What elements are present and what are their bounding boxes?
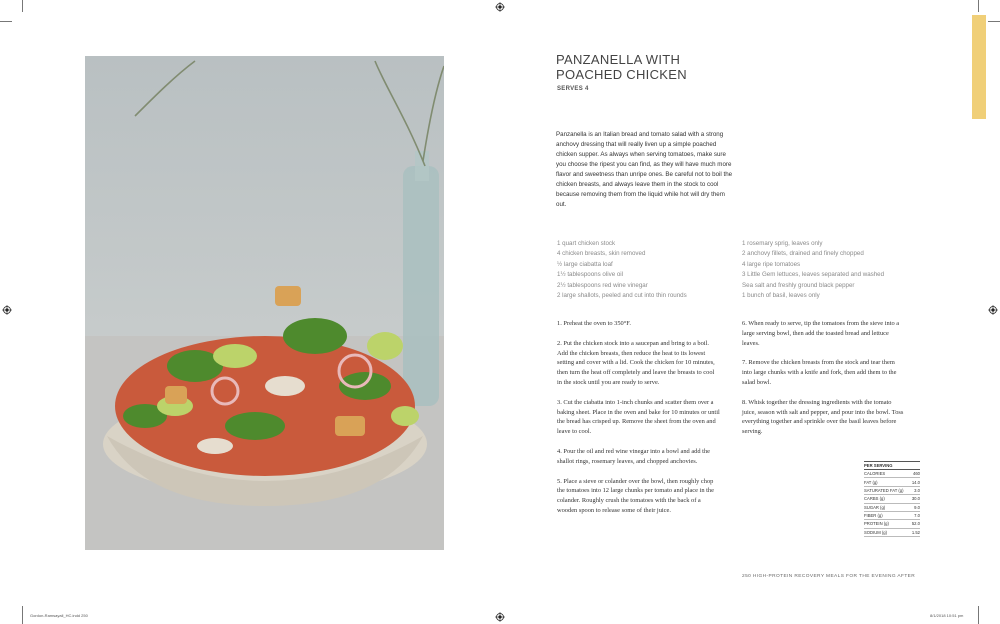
nutrition-value: 14.0 [911,479,920,485]
section-tab [972,15,986,119]
nutrition-value: 7.0 [910,511,920,519]
method-step: 3. Cut the ciabatta into 1-inch chunks and scatter them over a baking sheet. Place in the oven and bake for 10 minutes or until the bread has crisped up. Remove the sheet from the oven and leave to cool. [557,398,720,436]
ingredient-item: 4 chicken breasts, skin removed [557,250,646,258]
recipe-intro: Panzanella is an Italian bread and tomato salad with a strong anchovy dressing that will really liven up a simple poached chicken supper. As always when serving tomatoes, make sure you choose the ripest you can find, as they will have much more flavor and sweetness than unripe ones. Be careful not to boil the chicken breasts, and always leave them in the stock to cool because removing them from the liquid while hot will dry them out. [556,131,733,208]
slug-file: Gordon-Ramsayall_HC.indd 250 [30,613,88,618]
ingredients-list-right [742,239,884,301]
nutrition-value: 52.0 [911,521,920,527]
ingredient-item: 1½ tablespoons olive oil [557,271,624,279]
nutrition-row [864,486,920,494]
ingredients-list-left [557,239,687,301]
slug-date: 8/1/2018 10:51 pm [930,613,964,618]
nutrition-label: SODIUM (g) [864,528,910,536]
method-steps-left [557,319,720,526]
ingredient-item: 2 large shallots, peeled and cut into thin rounds [557,292,687,300]
ingredient-item: 3 Little Gem lettuces, leaves separated and washed [742,271,885,279]
nutrition-label: CARBS (g) [864,495,910,503]
registration-mark-icon [495,612,505,622]
ingredient-item: 2 anchovy fillets, drained and finely chopped [742,250,864,258]
crop-mark [988,21,1000,22]
nutrition-label: FAT (g) [864,478,910,486]
ingredient-item: ½ large ciabatta loaf [557,260,613,268]
page-footer: 250 HIGH-PROTEIN RECOVERY MEALS FOR THE EVENING AFTER [742,574,916,579]
nutrition-value: 9.0 [910,503,920,511]
nutrition-label: FIBER (g) [864,511,910,519]
ingredient-item: 1 quart chicken stock [557,240,616,247]
nutrition-label: SATURATED FAT (g) [864,486,910,494]
ingredient-item: 1 bunch of basil, leaves only [742,292,820,300]
method-steps-right [742,319,905,447]
ingredient-item: Sea salt and freshly ground black pepper [742,281,855,289]
registration-mark-icon [2,305,12,315]
nutrition-header: PER SERVING [864,462,920,470]
nutrition-label: PROTEIN (g) [864,520,910,528]
recipe-title [556,52,687,82]
method-step: 7. Remove the chicken breasts from the stock and tear them into large chunks with a knife and fork, then add them to the salad bowl. [742,359,897,386]
method-step: 2. Put the chicken stock into a saucepan and bring to a boil. Add the chicken breasts, then reduce the heat to its lowest setting and cover with a lid. Cook the chicken for 10 minutes, then turn the heat off completely and leave the breasts to cool in the stock until you are ready to serve. [557,339,715,386]
serves: SERVES 4 [557,86,589,92]
crop-mark [0,21,12,22]
crop-mark [22,0,23,12]
nutrition-value: 460 [910,470,920,478]
title-line-2: POACHED CHICKEN [556,67,687,82]
nutrition-row [864,495,920,503]
nutrition-value: 1.52 [911,529,920,535]
method-step: 4. Pour the oil and red wine vinegar into a bowl and add the shallot rings, rosemary leaves, and chopped anchovies. [557,447,710,465]
title-line-1: PANZANELLA WITH [556,52,681,67]
registration-mark-icon [988,305,998,315]
nutrition-row [864,503,920,511]
nutrition-table [864,461,920,537]
nutrition-row [864,528,920,536]
nutrition-row [864,511,920,519]
nutrition-label: CALORIES [864,470,910,478]
nutrition-value: 3.0 [910,486,920,494]
ingredient-item: 4 large ripe tomatoes [742,260,801,268]
method-step: 6. When ready to serve, tip the tomatoes from the sieve into a large serving bowl, then add the toasted bread and lettuce leaves. [742,320,900,347]
nutrition-value: 30.0 [911,496,920,502]
crop-mark [978,0,979,12]
crop-mark [22,606,23,624]
nutrition-label: SUGAR (g) [864,503,910,511]
crop-mark [978,606,979,624]
ingredient-item: 2½ tablespoons red wine vinegar [557,281,648,289]
nutrition-row [864,478,920,486]
registration-mark-icon [495,2,505,12]
nutrition-row [864,470,920,478]
salad-illustration [85,56,444,550]
salad-photo [85,56,444,550]
nutrition-row [864,520,920,528]
method-step: 5. Place a sieve or colander over the bowl, then roughly chop the tomatoes into 12 large chunks per tomato and place in the colander. Roughly crush the tomatoes with the back of a wooden spoon to release some of their juice. [557,477,714,514]
ingredient-item: 1 rosemary sprig, leaves only [742,240,823,247]
method-step: 1. Preheat the oven to 350°F. [557,320,631,327]
method-step: 8. Whisk together the dressing ingredients with the tomato juice, season with salt and pepper, and pour into the bowl. Toss everything together and sprinkle over the basil leaves before serving. [742,398,904,436]
